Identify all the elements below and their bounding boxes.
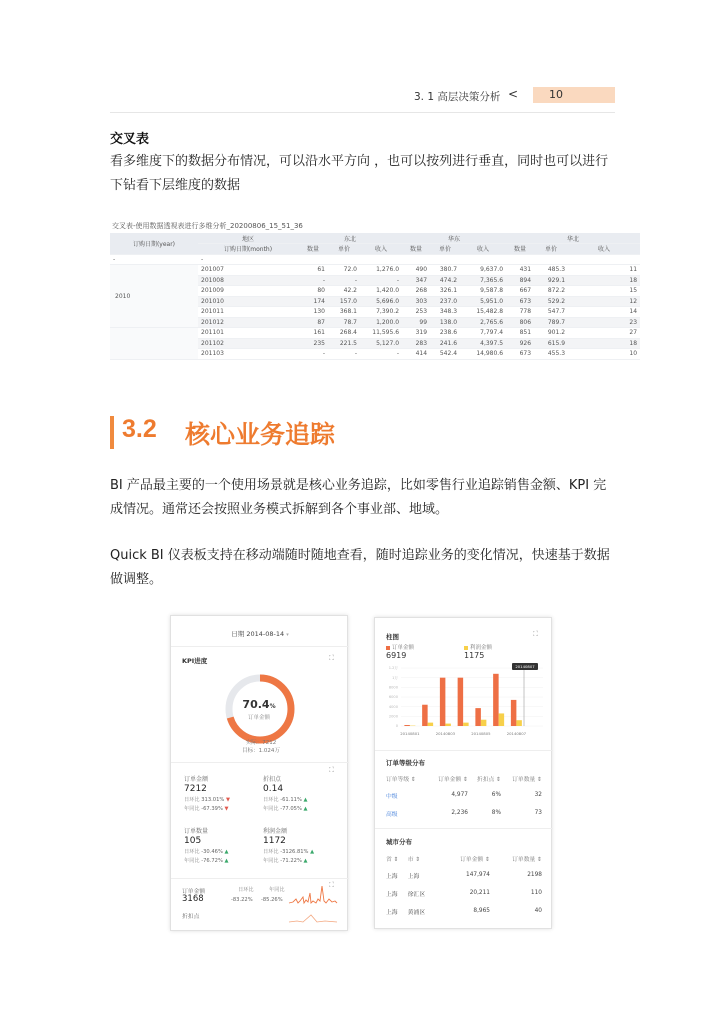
value-cell: 673 bbox=[506, 296, 534, 307]
value-cell: 5,127.0 bbox=[360, 338, 402, 349]
bar-orders[interactable] bbox=[511, 700, 517, 726]
value-cell: 529.2 bbox=[534, 296, 568, 307]
kpi-value: 0.14 bbox=[263, 784, 284, 794]
gauge-actual: 实际：7212 bbox=[245, 740, 277, 746]
region-east[interactable]: 华东 bbox=[402, 233, 506, 244]
value-cell: - bbox=[360, 349, 402, 360]
ratio-value: -3126.81% bbox=[280, 849, 309, 855]
date-filter[interactable] bbox=[171, 629, 349, 638]
value-cell: 303 bbox=[402, 296, 430, 307]
ratio-value: -61.11% bbox=[280, 797, 302, 803]
crosstab-heading: 交叉表 bbox=[110, 132, 150, 147]
value-cell: 667 bbox=[506, 286, 534, 297]
y-tick-label: 1.2万 bbox=[388, 666, 398, 671]
divider bbox=[171, 646, 349, 647]
crosstab-table bbox=[110, 233, 640, 360]
value-cell: 926 bbox=[506, 338, 534, 349]
year-cell-empty bbox=[110, 328, 198, 360]
value-cell: 9,637.0 bbox=[460, 265, 506, 276]
trend-up-icon: ▲ bbox=[303, 806, 308, 812]
mini-day-label: 日环比 bbox=[238, 887, 254, 893]
measure-header: 单价 bbox=[328, 244, 360, 255]
table-cell: 147,974 bbox=[466, 872, 490, 878]
value-cell: 15,482.8 bbox=[460, 307, 506, 318]
table-cell: 32 bbox=[534, 792, 542, 798]
bar-orders[interactable] bbox=[440, 678, 446, 726]
ratio-label: 日环比 bbox=[263, 797, 279, 803]
measure-header: 收入 bbox=[360, 244, 402, 255]
chart-title: 柱图 bbox=[386, 633, 399, 641]
kpi-value: 7212 bbox=[184, 784, 207, 794]
paragraph-mobile-dashboard: Quick BI 仪表板支持在移动端随时随地查看，随时追踪业务的变化情况，快速基于数据做调整。 bbox=[110, 548, 610, 587]
value-cell: 778 bbox=[506, 307, 534, 318]
month-cell[interactable]: 201103 bbox=[198, 349, 298, 360]
kpi-card[interactable] bbox=[263, 774, 333, 812]
expand-icon[interactable]: ⛶ bbox=[329, 654, 334, 662]
value-cell: - bbox=[360, 275, 402, 286]
bar-orders[interactable] bbox=[422, 705, 428, 726]
legend-item-orders[interactable] bbox=[386, 643, 414, 651]
ratio-value: -30.46% bbox=[201, 849, 223, 855]
value-cell: 11 bbox=[568, 265, 640, 276]
table-cell: 40 bbox=[534, 908, 542, 914]
crosstab-description: 看多维度下的数据分布情况，可以沿水平方向 ，也可以按列进行垂直，同时也可以进行下钻看下层维度的数据 bbox=[110, 154, 609, 193]
value-cell: 547.7 bbox=[534, 307, 568, 318]
mobile-dashboard-chart bbox=[374, 617, 552, 929]
crosstab-caption: 交叉表-使用数据透视表进行多维分析_20200806_15_51_36 bbox=[112, 222, 303, 230]
value-cell: 14,980.6 bbox=[460, 349, 506, 360]
table-row bbox=[386, 786, 542, 804]
value-cell: 87 bbox=[298, 317, 328, 328]
trend-up-icon: ▲ bbox=[310, 849, 315, 855]
month-cell[interactable]: 201010 bbox=[198, 296, 298, 307]
ratio-label: 日环比 bbox=[263, 849, 279, 855]
measure-header: 数量 bbox=[298, 244, 328, 255]
bar-profit[interactable] bbox=[445, 724, 451, 726]
ratio-label: 年同比 bbox=[263, 858, 279, 864]
column-header[interactable]: 折扣点 ⇕ bbox=[476, 776, 501, 783]
legend-item-profit[interactable] bbox=[464, 643, 492, 651]
value-cell: 27 bbox=[568, 328, 640, 339]
y-tick-label: 8000 bbox=[388, 685, 398, 690]
grade-table bbox=[386, 770, 542, 822]
table-row bbox=[386, 866, 542, 884]
trend-down-icon: ▼ bbox=[224, 806, 229, 812]
section-number: 3.2 bbox=[122, 415, 157, 443]
bar-profit[interactable] bbox=[499, 713, 505, 726]
trend-down-icon: ▼ bbox=[225, 797, 230, 803]
kpi-card[interactable] bbox=[184, 774, 254, 812]
kpi-label: 利润金额 bbox=[263, 828, 288, 835]
y-tick-label: 4000 bbox=[388, 704, 398, 709]
value-cell: 485.3 bbox=[534, 265, 568, 276]
value-cell: 542.4 bbox=[430, 349, 460, 360]
table-cell: 2198 bbox=[527, 872, 542, 878]
month-cell[interactable]: 201008 bbox=[198, 275, 298, 286]
bar-orders[interactable] bbox=[475, 708, 481, 726]
month-cell[interactable]: 201007 bbox=[198, 265, 298, 276]
divider bbox=[375, 828, 553, 829]
legend-label: 订单金额 bbox=[392, 645, 415, 651]
table-cell: 20,211 bbox=[469, 890, 490, 896]
header-divider bbox=[110, 112, 615, 113]
value-cell: 326.1 bbox=[430, 286, 460, 297]
expand-icon[interactable]: ⛶ bbox=[533, 630, 538, 638]
sparkline-next-path bbox=[289, 915, 337, 922]
value-cell: 455.3 bbox=[534, 349, 568, 360]
value-cell: 221.5 bbox=[328, 338, 360, 349]
value-cell: 10 bbox=[568, 349, 640, 360]
bar-orders[interactable] bbox=[493, 674, 499, 726]
month-cell[interactable]: 201011 bbox=[198, 307, 298, 318]
divider bbox=[375, 750, 553, 751]
trend-up-icon: ▲ bbox=[303, 797, 308, 803]
value-cell: 42.2 bbox=[328, 286, 360, 297]
dash-cell: - bbox=[110, 254, 198, 265]
value-cell: 18 bbox=[568, 338, 640, 349]
value-cell: - bbox=[328, 275, 360, 286]
value-cell: 268.4 bbox=[328, 328, 360, 339]
mini-kpi-next-label: 折扣点 bbox=[182, 914, 200, 920]
kpi-card[interactable] bbox=[184, 826, 254, 864]
value-cell: 238.6 bbox=[430, 328, 460, 339]
legend-value-orders: 6919 bbox=[386, 651, 407, 660]
value-cell: 380.7 bbox=[430, 265, 460, 276]
ratio-label: 年同比 bbox=[263, 806, 279, 812]
value-cell: 7,390.2 bbox=[360, 307, 402, 318]
value-cell: 894 bbox=[506, 275, 534, 286]
region-northeast[interactable]: 东北 bbox=[298, 233, 402, 244]
measure-header: 单价 bbox=[430, 244, 460, 255]
value-cell: 872.2 bbox=[534, 286, 568, 297]
y-tick-label: 1万 bbox=[392, 675, 398, 680]
kpi-title: KPI进度 bbox=[182, 657, 208, 665]
kpi-label: 订单数量 bbox=[184, 828, 209, 835]
kpi-label: 订单金额 bbox=[184, 776, 209, 783]
heading-accent-bar bbox=[110, 416, 114, 449]
table-cell: 上海 bbox=[386, 891, 398, 898]
value-cell: 11,595.6 bbox=[360, 328, 402, 339]
crosstab-screenshot bbox=[110, 221, 638, 377]
value-cell: 5,951.0 bbox=[460, 296, 506, 307]
month-cell[interactable]: 201009 bbox=[198, 286, 298, 297]
paragraph-core-tracking: BI 产品最主要的一个使用场景就是核心业务追踪，比如零售行业追踪销售金额、KPI 完成情况。通常还会按照业务模式拆解到各个事业部、地域。 bbox=[110, 478, 607, 517]
kpi-label: 折扣点 bbox=[263, 776, 282, 783]
ratio-value: -67.39% bbox=[201, 806, 223, 812]
mini-day-value: -83.22% bbox=[231, 897, 253, 903]
month-cell[interactable]: 201102 bbox=[198, 338, 298, 349]
y-tick-label: 2000 bbox=[388, 714, 398, 719]
value-cell: 241.6 bbox=[430, 338, 460, 349]
ratio-label: 日环比 bbox=[184, 849, 200, 855]
sparkline-next bbox=[289, 910, 337, 924]
column-header[interactable]: 订单等级 ⇕ bbox=[386, 776, 416, 783]
gauge-percent-value: 70.4 bbox=[242, 698, 270, 711]
section-title: 核心业务追踪 bbox=[185, 420, 336, 449]
value-cell: 7,797.4 bbox=[460, 328, 506, 339]
value-cell: 851 bbox=[506, 328, 534, 339]
measure-header: 数量 bbox=[506, 244, 534, 255]
mini-year-value: -85.26% bbox=[261, 897, 283, 903]
chevron-down-icon: ▾ bbox=[286, 632, 289, 638]
value-cell: 414 bbox=[402, 349, 430, 360]
value-cell: - bbox=[328, 349, 360, 360]
value-cell: 1,200.0 bbox=[360, 317, 402, 328]
value-cell: 9,587.8 bbox=[460, 286, 506, 297]
kpi-value: 105 bbox=[184, 836, 202, 846]
table-cell: 8,965 bbox=[473, 908, 490, 914]
x-tick-label: 20140801 bbox=[400, 731, 420, 736]
value-cell: 2,765.6 bbox=[460, 317, 506, 328]
table-row bbox=[110, 265, 640, 276]
grade-title: 订单等级分布 bbox=[386, 759, 425, 767]
value-cell: 5,696.0 bbox=[360, 296, 402, 307]
bar-profit[interactable] bbox=[463, 723, 469, 726]
region-header: 地区 bbox=[198, 233, 298, 244]
mini-kpi-label: 订单金额 bbox=[182, 889, 206, 895]
dash-cell: - bbox=[198, 254, 298, 265]
column-header[interactable]: 市 ⇕ bbox=[407, 856, 421, 863]
table-cell: 徐汇区 bbox=[407, 891, 426, 898]
value-cell: 174 bbox=[298, 296, 328, 307]
y-tick-label: 0 bbox=[395, 724, 398, 729]
kpi-value: 1172 bbox=[263, 836, 286, 846]
column-header[interactable]: 省 ⇕ bbox=[386, 856, 399, 863]
value-cell: 130 bbox=[298, 307, 328, 318]
value-cell: 99 bbox=[402, 317, 430, 328]
trend-up-icon: ▲ bbox=[303, 858, 308, 864]
legend-value-profit: 1175 bbox=[464, 651, 485, 660]
ratio-value: 313.01% bbox=[201, 797, 225, 803]
value-cell: 1,420.0 bbox=[360, 286, 402, 297]
value-cell: 61 bbox=[298, 265, 328, 276]
bar-profit[interactable] bbox=[516, 720, 522, 726]
grade-link[interactable]: 高级 bbox=[386, 811, 398, 818]
column-header[interactable]: 订单金额 ⇕ bbox=[438, 776, 468, 783]
value-cell: 431 bbox=[506, 265, 534, 276]
ratio-value: -77.05% bbox=[280, 806, 302, 812]
measure-header: 收入 bbox=[568, 244, 640, 255]
table-cell: 黄浦区 bbox=[407, 909, 426, 916]
value-cell: 283 bbox=[402, 338, 430, 349]
value-cell: 80 bbox=[298, 286, 328, 297]
value-cell: 161 bbox=[298, 328, 328, 339]
table-cell: 上海 bbox=[407, 873, 420, 880]
table-cell: 上海 bbox=[386, 909, 398, 916]
column-header[interactable]: 订单金额 ⇕ bbox=[460, 856, 490, 863]
sparkline bbox=[289, 884, 337, 906]
value-cell: 1,276.0 bbox=[360, 265, 402, 276]
table-cell: 4,977 bbox=[451, 792, 468, 798]
mini-kpi-value: 3168 bbox=[182, 894, 204, 904]
mini-year-label: 年同比 bbox=[269, 887, 285, 893]
trend-up-icon: ▲ bbox=[224, 849, 229, 855]
legend-label: 利润金额 bbox=[470, 645, 493, 651]
value-cell: 12 bbox=[568, 296, 640, 307]
section-reference: 3. 1 高层决策分析 bbox=[414, 91, 501, 103]
gauge-label: 订单金额 bbox=[247, 715, 270, 721]
value-cell: 474.2 bbox=[430, 275, 460, 286]
date-filter-label: 日期 2014-08-14 bbox=[231, 630, 285, 638]
gauge-percent bbox=[235, 698, 283, 711]
value-cell: 789.7 bbox=[534, 317, 568, 328]
table-cell: 8% bbox=[491, 810, 501, 816]
value-cell: 319 bbox=[402, 328, 430, 339]
gauge-target: 目标：1.024万 bbox=[242, 748, 280, 754]
value-cell: 157.0 bbox=[328, 296, 360, 307]
measure-header: 数量 bbox=[402, 244, 430, 255]
value-cell: 7,365.6 bbox=[460, 275, 506, 286]
value-cell: 14 bbox=[568, 307, 640, 318]
table-cell: 73 bbox=[534, 810, 542, 816]
month-cell[interactable]: 201012 bbox=[198, 317, 298, 328]
value-cell: 78.7 bbox=[328, 317, 360, 328]
ratio-value: -71.22% bbox=[280, 858, 302, 864]
city-table bbox=[386, 850, 542, 920]
kpi-card[interactable] bbox=[263, 826, 333, 864]
value-cell: 615.9 bbox=[534, 338, 568, 349]
value-cell: 4,397.5 bbox=[460, 338, 506, 349]
table-header-row bbox=[386, 850, 542, 866]
trend-up-icon: ▲ bbox=[224, 858, 229, 864]
city-title: 城市分布 bbox=[386, 838, 412, 846]
value-cell: 18 bbox=[568, 275, 640, 286]
sparkline-path bbox=[289, 886, 337, 903]
value-cell: 253 bbox=[402, 307, 430, 318]
bar-profit[interactable] bbox=[481, 720, 487, 726]
table-cell: 2,236 bbox=[451, 810, 468, 816]
table-cell: 6% bbox=[491, 792, 501, 798]
bar-orders[interactable] bbox=[458, 678, 464, 726]
ratio-label: 年同比 bbox=[184, 858, 200, 864]
value-cell: 237.0 bbox=[430, 296, 460, 307]
mobile-dashboard-kpi bbox=[170, 615, 348, 931]
value-cell: 368.1 bbox=[328, 307, 360, 318]
legend-swatch bbox=[386, 646, 390, 650]
divider bbox=[171, 762, 349, 763]
table-cell: 上海 bbox=[386, 873, 398, 880]
grade-link[interactable]: 中级 bbox=[386, 793, 398, 800]
value-cell: 138.0 bbox=[430, 317, 460, 328]
year-header: 订购日期(year) bbox=[110, 233, 198, 254]
ratio-label: 日环比 bbox=[184, 797, 200, 803]
region-north[interactable]: 华北 bbox=[506, 233, 640, 244]
value-cell: - bbox=[298, 275, 328, 286]
month-header: 订购日期(month) bbox=[198, 244, 298, 255]
month-cell[interactable]: 201101 bbox=[198, 328, 298, 339]
page-number: 10 bbox=[533, 87, 615, 103]
chevron-left-icon[interactable]: < bbox=[508, 87, 519, 101]
x-tick-label: 20140807 bbox=[506, 731, 527, 736]
value-cell: 929.1 bbox=[534, 275, 568, 286]
value-cell: 901.2 bbox=[534, 328, 568, 339]
value-cell: 15 bbox=[568, 286, 640, 297]
value-cell: 347 bbox=[402, 275, 430, 286]
expand-icon[interactable]: ⛶ bbox=[329, 766, 334, 774]
table-header-row bbox=[386, 770, 542, 786]
column-header[interactable]: 订单数量 ⇕ bbox=[512, 856, 542, 863]
value-cell: 72.0 bbox=[328, 265, 360, 276]
value-cell: 490 bbox=[402, 265, 430, 276]
x-tick-label: 20140803 bbox=[435, 731, 456, 736]
table-cell: 110 bbox=[530, 890, 542, 896]
table-row bbox=[386, 804, 542, 822]
expand-icon[interactable]: ⛶ bbox=[329, 881, 334, 889]
bar-orders[interactable] bbox=[404, 725, 410, 726]
bar-profit[interactable] bbox=[428, 723, 434, 726]
year-cell[interactable]: 2010 bbox=[110, 265, 198, 328]
value-cell: - bbox=[298, 349, 328, 360]
table-row bbox=[386, 902, 542, 920]
legend-swatch bbox=[464, 646, 468, 650]
value-cell: 348.3 bbox=[430, 307, 460, 318]
x-tick-label: 20140805 bbox=[471, 731, 491, 736]
ratio-value: -76.72% bbox=[201, 858, 223, 864]
table-row bbox=[110, 328, 640, 339]
value-cell: 806 bbox=[506, 317, 534, 328]
measure-header: 收入 bbox=[460, 244, 506, 255]
gauge-percent-unit: % bbox=[269, 703, 276, 710]
bar-chart bbox=[375, 660, 553, 748]
measure-header: 单价 bbox=[534, 244, 568, 255]
column-header[interactable]: 订单数量 ⇕ bbox=[512, 776, 542, 783]
tooltip-text: 20140807 bbox=[515, 664, 535, 670]
value-cell: 673 bbox=[506, 349, 534, 360]
divider bbox=[171, 878, 349, 879]
table-row bbox=[110, 254, 640, 265]
table-row bbox=[386, 884, 542, 902]
ratio-label: 年同比 bbox=[184, 806, 200, 812]
value-cell: 235 bbox=[298, 338, 328, 349]
y-tick-label: 6000 bbox=[388, 695, 398, 700]
value-cell: 268 bbox=[402, 286, 430, 297]
value-cell: 23 bbox=[568, 317, 640, 328]
page-header bbox=[0, 86, 724, 106]
